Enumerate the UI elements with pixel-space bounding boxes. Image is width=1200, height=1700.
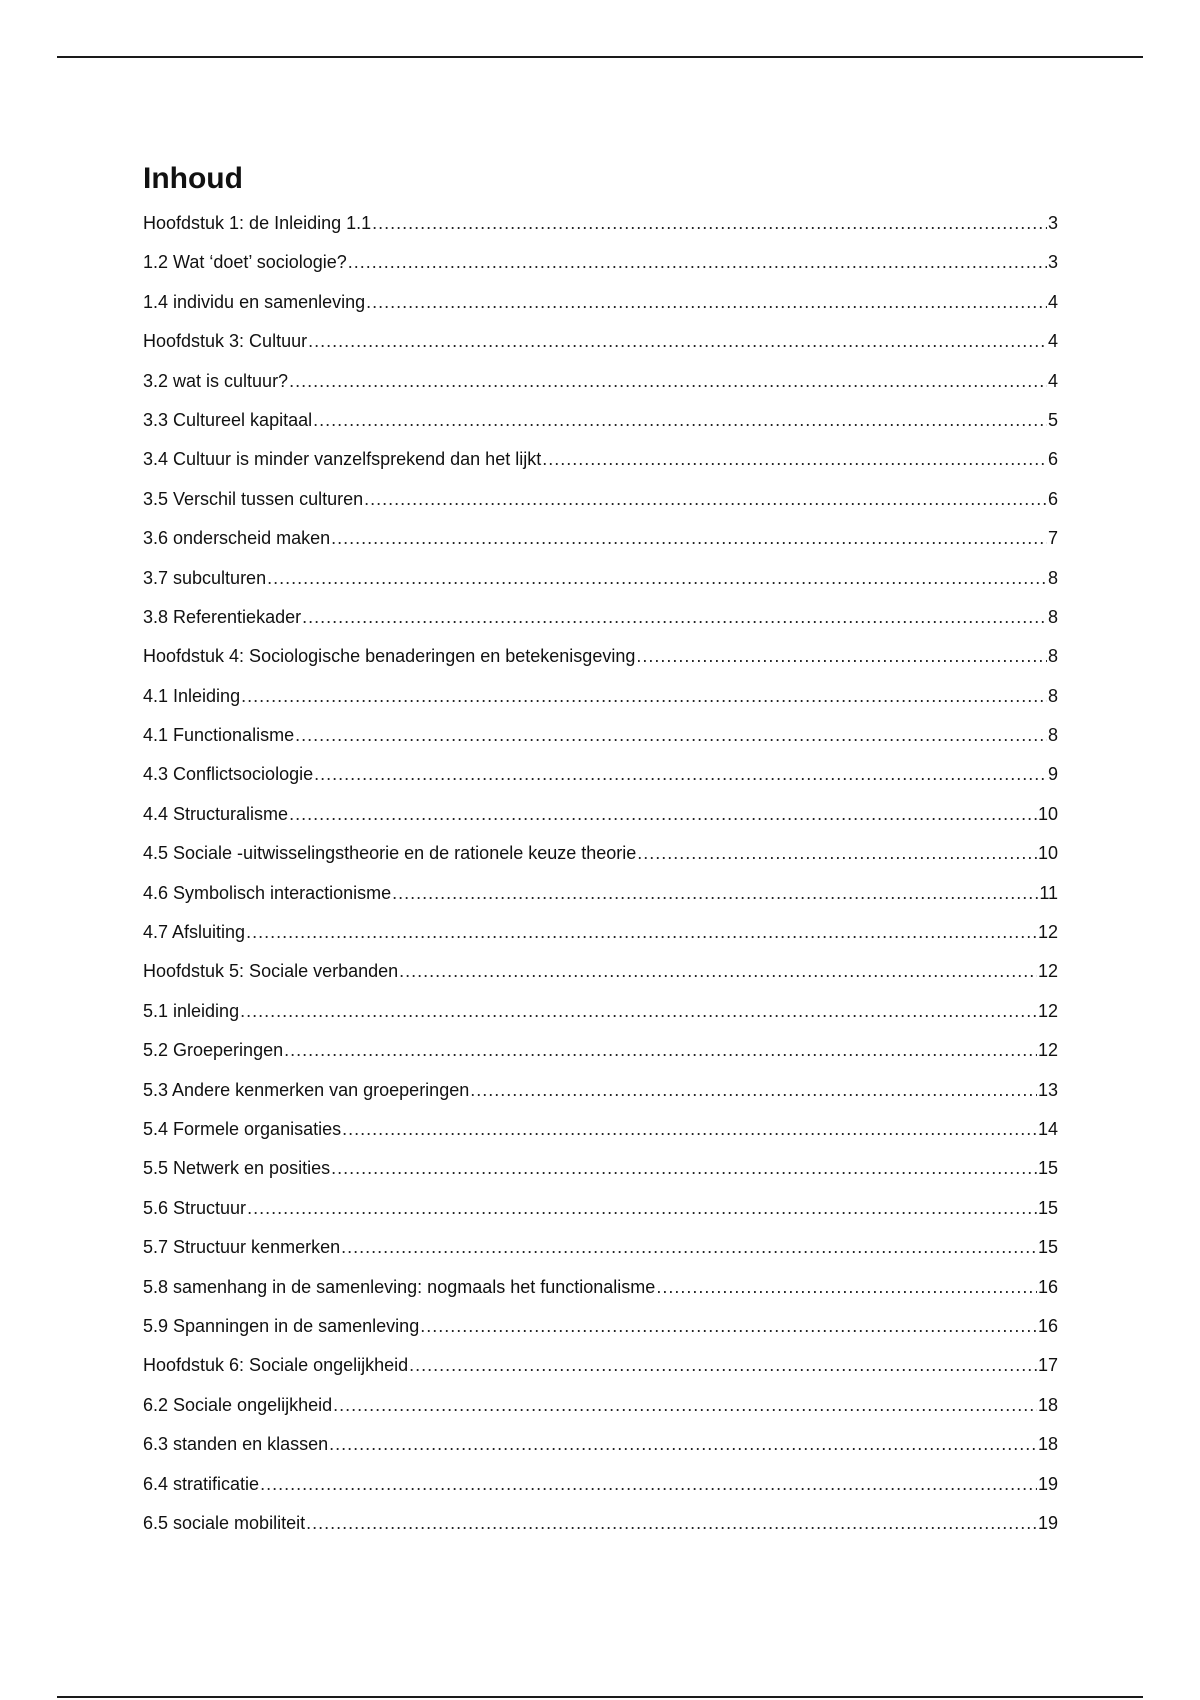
toc-dot-leader xyxy=(636,645,1047,667)
toc-entry-title: Hoofdstuk 4: Sociologische benaderingen en betekenisgeving xyxy=(143,646,636,667)
toc-dot-leader xyxy=(420,1315,1037,1337)
toc-entry-page-number: 12 xyxy=(1037,1000,1058,1021)
toc-list xyxy=(143,212,1058,1551)
toc-entry[interactable] xyxy=(143,1197,1058,1236)
toc-entry-title: 6.3 standen en klassen xyxy=(143,1434,329,1455)
toc-entry[interactable] xyxy=(143,921,1058,960)
toc-dot-leader xyxy=(366,291,1047,313)
toc-entry[interactable] xyxy=(143,251,1058,290)
toc-entry[interactable] xyxy=(143,1236,1058,1275)
toc-entry-page-number: 12 xyxy=(1037,922,1058,943)
toc-entry-page-number: 6 xyxy=(1047,488,1058,509)
toc-entry-page-number: 12 xyxy=(1037,961,1058,982)
toc-entry[interactable] xyxy=(143,763,1058,802)
toc-entry-page-number: 19 xyxy=(1037,1473,1058,1494)
toc-entry[interactable] xyxy=(143,685,1058,724)
toc-dot-leader xyxy=(392,882,1038,904)
toc-entry[interactable] xyxy=(143,724,1058,763)
toc-entry-title: 5.2 Groeperingen xyxy=(143,1040,284,1061)
toc-entry-title: 3.7 subculturen xyxy=(143,567,267,588)
toc-entry-title: 3.6 onderscheid maken xyxy=(143,528,331,549)
toc-dot-leader xyxy=(314,763,1047,785)
toc-dot-leader xyxy=(348,251,1047,273)
toc-dot-leader xyxy=(306,1512,1037,1534)
toc-dot-leader xyxy=(341,1236,1037,1258)
toc-entry[interactable] xyxy=(143,330,1058,369)
toc-entry-title: 5.4 Formele organisaties xyxy=(143,1118,342,1139)
toc-dot-leader xyxy=(295,724,1047,746)
toc-entry-title: 3.3 Cultureel kapitaal xyxy=(143,409,313,430)
toc-entry[interactable] xyxy=(143,1315,1058,1354)
toc-entry[interactable] xyxy=(143,1000,1058,1039)
toc-entry-title: 4.6 Symbolisch interactionisme xyxy=(143,882,392,903)
toc-entry-page-number: 6 xyxy=(1047,449,1058,470)
toc-entry-title: 3.5 Verschil tussen culturen xyxy=(143,488,364,509)
toc-entry-title: 3.2 wat is cultuur? xyxy=(143,370,289,391)
toc-entry-page-number: 5 xyxy=(1047,409,1058,430)
toc-entry[interactable] xyxy=(143,1394,1058,1433)
toc-entry[interactable] xyxy=(143,645,1058,684)
toc-dot-leader xyxy=(331,1157,1037,1179)
toc-entry[interactable] xyxy=(143,803,1058,842)
footer-rule xyxy=(57,1696,1143,1698)
toc-entry-page-number: 7 xyxy=(1047,528,1058,549)
toc-entry-page-number: 8 xyxy=(1047,685,1058,706)
toc-entry[interactable] xyxy=(143,1433,1058,1472)
toc-dot-leader xyxy=(260,1473,1037,1495)
toc-entry[interactable] xyxy=(143,1079,1058,1118)
toc-entry[interactable] xyxy=(143,1354,1058,1393)
toc-dot-leader xyxy=(470,1079,1037,1101)
toc-entry-page-number: 10 xyxy=(1037,843,1058,864)
toc-dot-leader xyxy=(542,448,1047,470)
toc-entry-page-number: 8 xyxy=(1047,646,1058,667)
toc-entry[interactable] xyxy=(143,842,1058,881)
toc-dot-leader xyxy=(284,1039,1037,1061)
toc-entry-title: Hoofdstuk 3: Cultuur xyxy=(143,331,308,352)
toc-entry-title: 6.4 stratificatie xyxy=(143,1473,260,1494)
toc-entry[interactable] xyxy=(143,567,1058,606)
toc-dot-leader xyxy=(409,1354,1037,1376)
toc-entry-page-number: 4 xyxy=(1047,331,1058,352)
table-of-contents xyxy=(143,160,1058,1551)
toc-entry-title: 5.5 Netwerk en posities xyxy=(143,1158,331,1179)
toc-entry[interactable] xyxy=(143,448,1058,487)
toc-entry-page-number: 15 xyxy=(1037,1237,1058,1258)
toc-entry-title: 4.4 Structuralisme xyxy=(143,803,289,824)
toc-entry-page-number: 4 xyxy=(1047,291,1058,312)
toc-entry-page-number: 12 xyxy=(1037,1040,1058,1061)
toc-entry-page-number: 13 xyxy=(1037,1079,1058,1100)
toc-entry-title: 6.2 Sociale ongelijkheid xyxy=(143,1394,333,1415)
header-rule xyxy=(57,56,1143,58)
toc-entry-page-number: 3 xyxy=(1047,213,1058,233)
toc-entry-title: 1.4 individu en samenleving xyxy=(143,291,366,312)
toc-entry-page-number: 11 xyxy=(1039,882,1058,903)
toc-entry-title: 4.7 Afsluiting xyxy=(143,922,246,943)
toc-entry[interactable] xyxy=(143,1118,1058,1157)
toc-entry-page-number: 8 xyxy=(1047,567,1058,588)
toc-entry-page-number: 3 xyxy=(1047,252,1058,273)
toc-entry-page-number: 14 xyxy=(1037,1118,1058,1139)
toc-dot-leader xyxy=(302,606,1047,628)
toc-entry-page-number: 18 xyxy=(1037,1434,1058,1455)
toc-entry[interactable] xyxy=(143,212,1058,251)
toc-entry-title: Hoofdstuk 6: Sociale ongelijkheid xyxy=(143,1355,409,1376)
toc-dot-leader xyxy=(240,1000,1037,1022)
toc-dot-leader xyxy=(656,1276,1037,1298)
toc-entry-page-number: 18 xyxy=(1037,1394,1058,1415)
toc-dot-leader xyxy=(241,685,1047,707)
toc-entry-page-number: 15 xyxy=(1037,1158,1058,1179)
toc-dot-leader xyxy=(364,488,1047,510)
toc-entry[interactable] xyxy=(143,606,1058,645)
toc-dot-leader xyxy=(246,921,1037,943)
toc-entry-title: 4.3 Conflictsociologie xyxy=(143,764,314,785)
toc-dot-leader xyxy=(372,212,1047,234)
toc-dot-leader xyxy=(329,1433,1037,1455)
toc-entry[interactable] xyxy=(143,1157,1058,1196)
toc-entry[interactable] xyxy=(143,370,1058,409)
toc-entry[interactable] xyxy=(143,1473,1058,1512)
toc-dot-leader xyxy=(289,370,1047,392)
toc-title: Inhoud xyxy=(143,162,243,195)
toc-entry[interactable] xyxy=(143,1039,1058,1078)
toc-dot-leader xyxy=(247,1197,1037,1219)
toc-entry[interactable] xyxy=(143,882,1058,921)
toc-dot-leader xyxy=(342,1118,1037,1140)
toc-dot-leader xyxy=(333,1394,1037,1416)
toc-dot-leader xyxy=(313,409,1047,431)
toc-entry-title: 5.3 Andere kenmerken van groeperingen xyxy=(143,1079,470,1100)
toc-entry-title: Hoofdstuk 1: de Inleiding 1.1 xyxy=(143,213,372,233)
toc-entry[interactable] xyxy=(143,960,1058,999)
toc-entry-title: 4.1 Inleiding xyxy=(143,685,241,706)
toc-entry-title: 1.2 Wat ‘doet’ sociologie? xyxy=(143,252,347,273)
toc-entry-title: 6.5 sociale mobiliteit xyxy=(143,1512,306,1533)
toc-entry-page-number: 8 xyxy=(1047,606,1058,627)
toc-entry[interactable] xyxy=(143,1276,1058,1315)
toc-entry-title: 5.7 Structuur kenmerken xyxy=(143,1237,341,1258)
toc-entry-page-number: 10 xyxy=(1037,803,1058,824)
toc-entry-title: Hoofdstuk 5: Sociale verbanden xyxy=(143,961,399,982)
toc-entry[interactable] xyxy=(143,291,1058,330)
toc-entry-title: 4.1 Functionalisme xyxy=(143,725,295,746)
toc-dot-leader xyxy=(289,803,1037,825)
toc-entry[interactable] xyxy=(143,1512,1058,1551)
toc-entry-title: 3.4 Cultuur is minder vanzelfsprekend dan het lijkt xyxy=(143,449,542,470)
toc-entry-title: 5.8 samenhang in de samenleving: nogmaals het functionalisme xyxy=(143,1276,656,1297)
toc-entry-page-number: 17 xyxy=(1037,1355,1058,1376)
toc-entry-title: 5.9 Spanningen in de samenleving xyxy=(143,1315,420,1336)
toc-entry-title: 4.5 Sociale -uitwisselingstheorie en de rationele keuze theorie xyxy=(143,843,637,864)
toc-dot-leader xyxy=(637,842,1037,864)
toc-entry[interactable] xyxy=(143,488,1058,527)
toc-entry-page-number: 15 xyxy=(1037,1197,1058,1218)
toc-entry-page-number: 16 xyxy=(1037,1315,1058,1336)
toc-dot-leader xyxy=(331,527,1047,549)
toc-dot-leader xyxy=(267,567,1047,589)
toc-entry[interactable] xyxy=(143,527,1058,566)
toc-entry-page-number: 16 xyxy=(1037,1276,1058,1297)
toc-entry-page-number: 9 xyxy=(1047,764,1058,785)
toc-entry-page-number: 19 xyxy=(1037,1512,1058,1533)
toc-entry-title: 5.1 inleiding xyxy=(143,1000,240,1021)
toc-dot-leader xyxy=(308,330,1047,352)
toc-entry-title: 5.6 Structuur xyxy=(143,1197,247,1218)
toc-entry-page-number: 4 xyxy=(1047,370,1058,391)
toc-entry-title: 3.8 Referentiekader xyxy=(143,606,302,627)
toc-dot-leader xyxy=(399,960,1037,982)
toc-entry[interactable] xyxy=(143,409,1058,448)
toc-entry-page-number: 8 xyxy=(1047,725,1058,746)
